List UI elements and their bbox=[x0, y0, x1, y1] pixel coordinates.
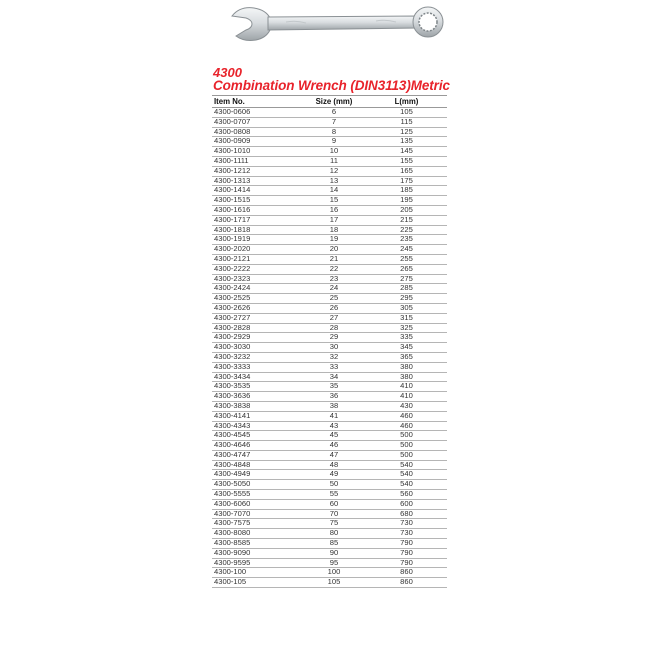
size-cell: 32 bbox=[302, 352, 366, 362]
header-length: L(mm) bbox=[366, 96, 447, 108]
size-cell: 70 bbox=[302, 509, 366, 519]
item-no-cell: 4300-7575 bbox=[212, 519, 302, 529]
size-cell: 19 bbox=[302, 235, 366, 245]
item-no-cell: 4300-4747 bbox=[212, 450, 302, 460]
length-cell: 315 bbox=[366, 313, 447, 323]
spec-table bbox=[212, 95, 447, 588]
item-no-cell: 4300-1313 bbox=[212, 176, 302, 186]
size-cell: 90 bbox=[302, 548, 366, 558]
length-cell: 225 bbox=[366, 225, 447, 235]
item-no-cell: 4300-1616 bbox=[212, 205, 302, 215]
table-row bbox=[212, 441, 447, 451]
length-cell: 540 bbox=[366, 470, 447, 480]
item-no-cell: 4300-2424 bbox=[212, 284, 302, 294]
size-cell: 38 bbox=[302, 401, 366, 411]
table-row bbox=[212, 264, 447, 274]
table-row bbox=[212, 215, 447, 225]
item-no-cell: 4300-3535 bbox=[212, 382, 302, 392]
item-no-cell: 4300-5050 bbox=[212, 480, 302, 490]
size-cell: 13 bbox=[302, 176, 366, 186]
table-row bbox=[212, 343, 447, 353]
table-row bbox=[212, 196, 447, 206]
table-row bbox=[212, 254, 447, 264]
length-cell: 215 bbox=[366, 215, 447, 225]
item-no-cell: 4300-1818 bbox=[212, 225, 302, 235]
product-name: Combination Wrench (DIN3113)Metric bbox=[213, 78, 450, 93]
size-cell: 12 bbox=[302, 166, 366, 176]
size-cell: 17 bbox=[302, 215, 366, 225]
table-row bbox=[212, 548, 447, 558]
length-cell: 500 bbox=[366, 431, 447, 441]
item-no-cell: 4300-8585 bbox=[212, 539, 302, 549]
item-no-cell: 4300-2626 bbox=[212, 303, 302, 313]
length-cell: 680 bbox=[366, 509, 447, 519]
length-cell: 255 bbox=[366, 254, 447, 264]
item-no-cell: 4300-2121 bbox=[212, 254, 302, 264]
table-header-row bbox=[212, 96, 447, 108]
size-cell: 16 bbox=[302, 205, 366, 215]
length-cell: 790 bbox=[366, 548, 447, 558]
table-row bbox=[212, 294, 447, 304]
length-cell: 235 bbox=[366, 235, 447, 245]
item-no-cell: 4300-2323 bbox=[212, 274, 302, 284]
length-cell: 105 bbox=[366, 108, 447, 118]
size-cell: 46 bbox=[302, 441, 366, 451]
product-code: 4300 bbox=[213, 65, 242, 80]
size-cell: 9 bbox=[302, 137, 366, 147]
size-cell: 27 bbox=[302, 313, 366, 323]
length-cell: 790 bbox=[366, 558, 447, 568]
size-cell: 45 bbox=[302, 431, 366, 441]
item-no-cell: 4300-3333 bbox=[212, 362, 302, 372]
item-no-cell: 4300-4343 bbox=[212, 421, 302, 431]
length-cell: 500 bbox=[366, 450, 447, 460]
size-cell: 11 bbox=[302, 156, 366, 166]
header-size: Size (mm) bbox=[302, 96, 366, 108]
length-cell: 135 bbox=[366, 137, 447, 147]
size-cell: 28 bbox=[302, 323, 366, 333]
length-cell: 460 bbox=[366, 421, 447, 431]
size-cell: 36 bbox=[302, 392, 366, 402]
length-cell: 730 bbox=[366, 529, 447, 539]
item-no-cell: 4300-0707 bbox=[212, 117, 302, 127]
size-cell: 6 bbox=[302, 108, 366, 118]
item-no-cell: 4300-3434 bbox=[212, 372, 302, 382]
size-cell: 41 bbox=[302, 411, 366, 421]
item-no-cell: 4300-1717 bbox=[212, 215, 302, 225]
table-row bbox=[212, 499, 447, 509]
item-no-cell: 4300-4545 bbox=[212, 431, 302, 441]
item-no-cell: 4300-4949 bbox=[212, 470, 302, 480]
size-cell: 35 bbox=[302, 382, 366, 392]
item-no-cell: 4300-4141 bbox=[212, 411, 302, 421]
length-cell: 325 bbox=[366, 323, 447, 333]
size-cell: 21 bbox=[302, 254, 366, 264]
length-cell: 165 bbox=[366, 166, 447, 176]
table-row bbox=[212, 539, 447, 549]
item-no-cell: 4300-2020 bbox=[212, 245, 302, 255]
size-cell: 10 bbox=[302, 147, 366, 157]
size-cell: 47 bbox=[302, 450, 366, 460]
length-cell: 295 bbox=[366, 294, 447, 304]
size-cell: 23 bbox=[302, 274, 366, 284]
size-cell: 48 bbox=[302, 460, 366, 470]
size-cell: 14 bbox=[302, 186, 366, 196]
length-cell: 195 bbox=[366, 196, 447, 206]
size-cell: 7 bbox=[302, 117, 366, 127]
size-cell: 49 bbox=[302, 470, 366, 480]
item-no-cell: 4300-1919 bbox=[212, 235, 302, 245]
item-no-cell: 4300-1111 bbox=[212, 156, 302, 166]
size-cell: 33 bbox=[302, 362, 366, 372]
item-no-cell: 4300-1515 bbox=[212, 196, 302, 206]
table-row bbox=[212, 147, 447, 157]
length-cell: 460 bbox=[366, 411, 447, 421]
size-cell: 80 bbox=[302, 529, 366, 539]
item-no-cell: 4300-9090 bbox=[212, 548, 302, 558]
length-cell: 410 bbox=[366, 382, 447, 392]
item-no-cell: 4300-3232 bbox=[212, 352, 302, 362]
table-row bbox=[212, 450, 447, 460]
length-cell: 335 bbox=[366, 333, 447, 343]
table-row bbox=[212, 313, 447, 323]
size-cell: 43 bbox=[302, 421, 366, 431]
size-cell: 100 bbox=[302, 568, 366, 578]
size-cell: 34 bbox=[302, 372, 366, 382]
table-row bbox=[212, 392, 447, 402]
item-no-cell: 4300-0606 bbox=[212, 108, 302, 118]
item-no-cell: 4300-8080 bbox=[212, 529, 302, 539]
item-no-cell: 4300-7070 bbox=[212, 509, 302, 519]
table-row bbox=[212, 156, 447, 166]
size-cell: 8 bbox=[302, 127, 366, 137]
item-no-cell: 4300-105 bbox=[212, 578, 302, 588]
table-row bbox=[212, 352, 447, 362]
length-cell: 145 bbox=[366, 147, 447, 157]
table-row bbox=[212, 166, 447, 176]
length-cell: 305 bbox=[366, 303, 447, 313]
table-row bbox=[212, 117, 447, 127]
length-cell: 380 bbox=[366, 362, 447, 372]
length-cell: 790 bbox=[366, 539, 447, 549]
table-row bbox=[212, 490, 447, 500]
item-no-cell: 4300-3838 bbox=[212, 401, 302, 411]
length-cell: 860 bbox=[366, 578, 447, 588]
size-cell: 30 bbox=[302, 343, 366, 353]
item-no-cell: 4300-2727 bbox=[212, 313, 302, 323]
length-cell: 730 bbox=[366, 519, 447, 529]
item-no-cell: 4300-5555 bbox=[212, 490, 302, 500]
table-row bbox=[212, 401, 447, 411]
item-no-cell: 4300-4848 bbox=[212, 460, 302, 470]
size-cell: 60 bbox=[302, 499, 366, 509]
length-cell: 175 bbox=[366, 176, 447, 186]
size-cell: 22 bbox=[302, 264, 366, 274]
header-item-no: Item No. bbox=[212, 96, 302, 108]
table-row bbox=[212, 578, 447, 588]
length-cell: 560 bbox=[366, 490, 447, 500]
product-title bbox=[213, 66, 450, 93]
item-no-cell: 4300-6060 bbox=[212, 499, 302, 509]
length-cell: 205 bbox=[366, 205, 447, 215]
table-row bbox=[212, 245, 447, 255]
length-cell: 345 bbox=[366, 343, 447, 353]
table-row bbox=[212, 303, 447, 313]
length-cell: 540 bbox=[366, 480, 447, 490]
table-row bbox=[212, 411, 447, 421]
length-cell: 275 bbox=[366, 274, 447, 284]
size-cell: 85 bbox=[302, 539, 366, 549]
length-cell: 285 bbox=[366, 284, 447, 294]
size-cell: 25 bbox=[302, 294, 366, 304]
length-cell: 155 bbox=[366, 156, 447, 166]
size-cell: 95 bbox=[302, 558, 366, 568]
length-cell: 430 bbox=[366, 401, 447, 411]
table-row bbox=[212, 205, 447, 215]
item-no-cell: 4300-3030 bbox=[212, 343, 302, 353]
item-no-cell: 4300-9595 bbox=[212, 558, 302, 568]
length-cell: 115 bbox=[366, 117, 447, 127]
item-no-cell: 4300-4646 bbox=[212, 441, 302, 451]
item-no-cell: 4300-1212 bbox=[212, 166, 302, 176]
item-no-cell: 4300-1414 bbox=[212, 186, 302, 196]
size-cell: 29 bbox=[302, 333, 366, 343]
size-cell: 24 bbox=[302, 284, 366, 294]
size-cell: 50 bbox=[302, 480, 366, 490]
size-cell: 55 bbox=[302, 490, 366, 500]
item-no-cell: 4300-2929 bbox=[212, 333, 302, 343]
size-cell: 20 bbox=[302, 245, 366, 255]
size-cell: 26 bbox=[302, 303, 366, 313]
item-no-cell: 4300-2222 bbox=[212, 264, 302, 274]
item-no-cell: 4300-2525 bbox=[212, 294, 302, 304]
length-cell: 125 bbox=[366, 127, 447, 137]
table-row bbox=[212, 362, 447, 372]
combination-wrench-icon bbox=[226, 2, 446, 46]
length-cell: 185 bbox=[366, 186, 447, 196]
length-cell: 540 bbox=[366, 460, 447, 470]
length-cell: 380 bbox=[366, 372, 447, 382]
size-cell: 105 bbox=[302, 578, 366, 588]
length-cell: 245 bbox=[366, 245, 447, 255]
length-cell: 500 bbox=[366, 441, 447, 451]
length-cell: 860 bbox=[366, 568, 447, 578]
item-no-cell: 4300-0909 bbox=[212, 137, 302, 147]
size-cell: 75 bbox=[302, 519, 366, 529]
item-no-cell: 4300-100 bbox=[212, 568, 302, 578]
item-no-cell: 4300-2828 bbox=[212, 323, 302, 333]
length-cell: 265 bbox=[366, 264, 447, 274]
item-no-cell: 4300-1010 bbox=[212, 147, 302, 157]
item-no-cell: 4300-0808 bbox=[212, 127, 302, 137]
size-cell: 15 bbox=[302, 196, 366, 206]
size-cell: 18 bbox=[302, 225, 366, 235]
table-row bbox=[212, 108, 447, 118]
item-no-cell: 4300-3636 bbox=[212, 392, 302, 402]
length-cell: 410 bbox=[366, 392, 447, 402]
length-cell: 600 bbox=[366, 499, 447, 509]
length-cell: 365 bbox=[366, 352, 447, 362]
